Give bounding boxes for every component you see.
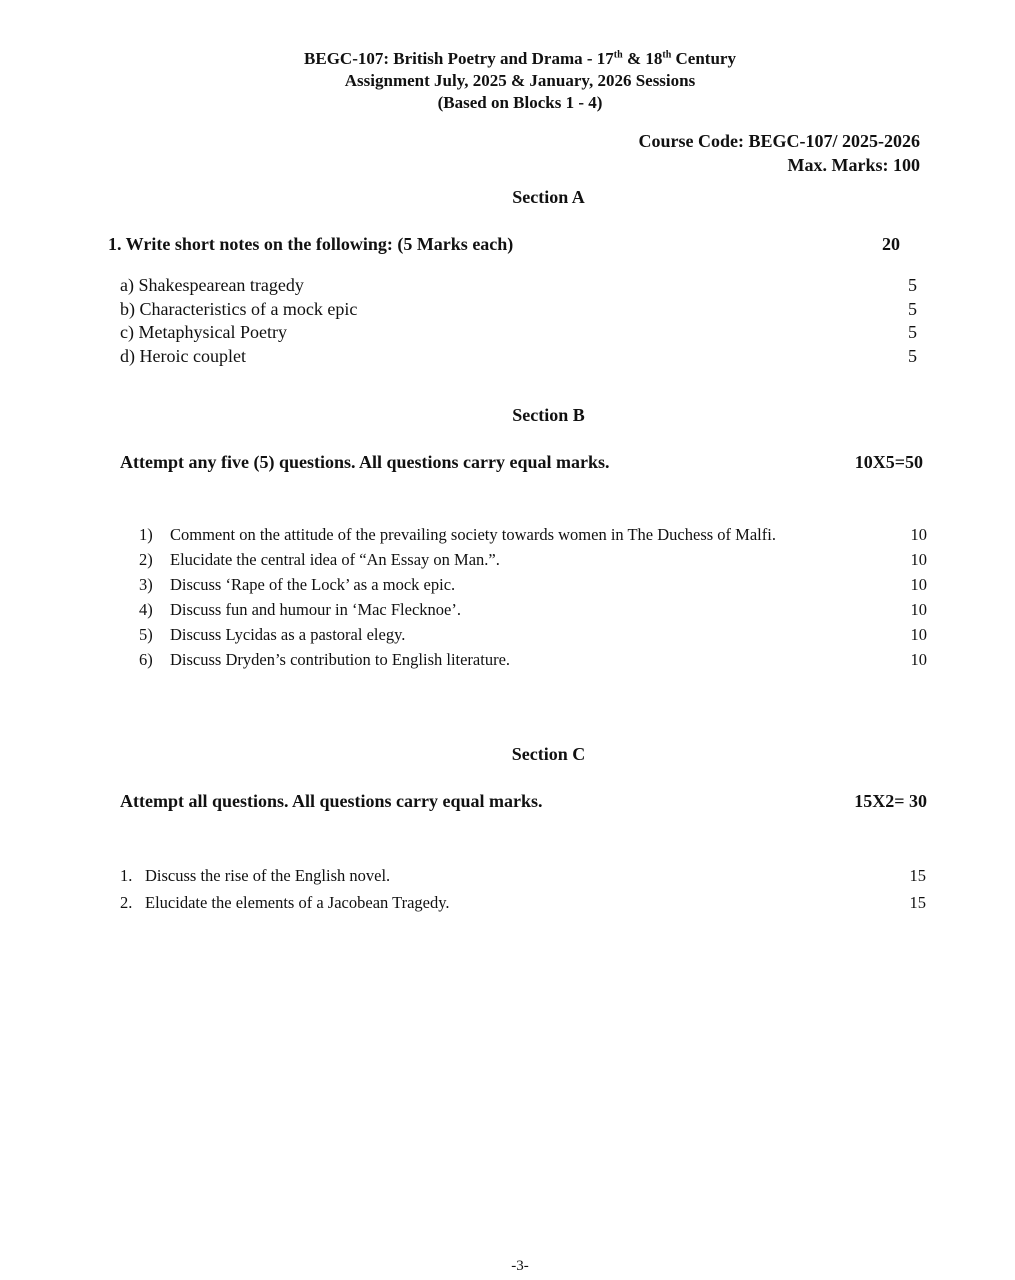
item-marks: 10: [910, 575, 927, 594]
title-line-1: BEGC-107: British Poetry and Drama - 17th & 18th Century: [304, 49, 736, 68]
section-a-total: 20: [882, 234, 900, 254]
item-marks: 5: [908, 298, 917, 319]
section-b-instruction: [120, 452, 923, 473]
list-item: 2) Elucidate the central idea of “An Essay on Man.”. 10: [139, 547, 927, 572]
item-marks: 5: [908, 345, 917, 366]
list-item: 6) Discuss Dryden’s contribution to English literature. 10: [139, 647, 927, 672]
item-marks: 10: [910, 525, 927, 544]
section-b-scheme: 10X5=50: [854, 452, 923, 472]
list-item: d) Heroic couplet 5: [120, 345, 917, 369]
list-item: 2. Elucidate the elements of a Jacobean Tragedy. 15: [120, 889, 926, 916]
title-line-3: (Based on Blocks 1 - 4): [437, 93, 603, 112]
item-marks: 15: [909, 893, 926, 912]
list-item: b) Characteristics of a mock epic 5: [120, 298, 917, 322]
list-item: 3) Discuss ‘Rape of the Lock’ as a mock epic. 10: [139, 572, 927, 597]
list-item: 1. Discuss the rise of the English novel. 15: [120, 862, 926, 889]
section-c-title: Section C: [511, 744, 586, 764]
document-title: [0, 48, 1015, 114]
section-b-title: Section B: [512, 405, 585, 425]
list-item: 1) Comment on the attitude of the prevailing society towards women in The Duchess of Malfi. 10: [139, 522, 927, 547]
item-marks: 15: [909, 866, 926, 885]
item-marks: 10: [910, 550, 927, 569]
course-info: [639, 129, 921, 177]
title-line-2: Assignment July, 2025 & January, 2026 Sessions: [344, 71, 696, 90]
list-item: 4) Discuss fun and humour in ‘Mac Flecknoe’. 10: [139, 597, 927, 622]
section-c-list: [120, 862, 926, 916]
max-marks: Max. Marks: 100: [787, 155, 920, 175]
page-number: -3-: [511, 1258, 529, 1274]
item-marks: 5: [908, 322, 917, 342]
list-item: 5) Discuss Lycidas as a pastoral elegy. 10: [139, 622, 927, 647]
section-a-question-text: 1. Write short notes on the following: (5 Marks each): [108, 234, 514, 254]
list-item: a) Shakespearean tragedy 5: [120, 274, 917, 298]
course-code: Course Code: BEGC-107/ 2025-2026: [638, 131, 920, 151]
section-c-instruction-text: Attempt all questions. All questions carry equal marks.: [120, 791, 543, 811]
section-c-scheme: 15X2= 30: [854, 791, 927, 811]
section-b-list: [139, 522, 927, 672]
section-c-instruction: [120, 791, 927, 812]
section-b-instruction-text: Attempt any five (5) questions. All questions carry equal marks.: [120, 452, 610, 472]
section-a-question: [108, 234, 900, 255]
item-marks: 5: [908, 275, 917, 295]
list-item: c) Metaphysical Poetry 5: [120, 321, 917, 345]
item-marks: 10: [910, 650, 927, 669]
section-a-title: Section A: [512, 187, 585, 207]
section-a-list: [120, 274, 917, 368]
item-marks: 10: [910, 600, 927, 619]
item-marks: 10: [910, 625, 927, 644]
